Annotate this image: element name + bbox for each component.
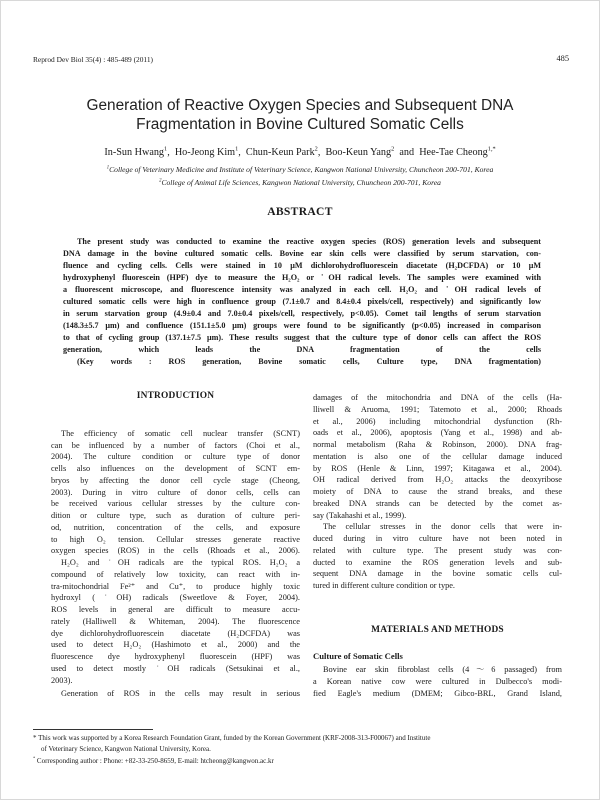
corresponding-author-footnote: * Corresponding author : Phone: +82-33-250-8659, E-mail: htcheong@kangwon.ac.kr xyxy=(33,755,274,765)
introduction-column xyxy=(51,391,300,700)
introduction-line: tra-mitochondrial Fe²⁺ and Cu⁺, to produce highly toxic xyxy=(51,581,300,591)
funding-line: * This work was supported by a Korea Research Foundation Grant, funded by the Korean Government (KRF-2008-313-F00067) and Institute xyxy=(33,734,431,742)
abstract-line: (148.3±5.7 μm) and confluence (151.1±5.0 μm) groups were found to be significantly (p<0.05) increased in comparison xyxy=(63,321,541,331)
introduction-line: rately (Halliwell & Whiteman, 2004). The fluorescence xyxy=(51,616,300,626)
right-column-line: say (Takahashi et al., 1999). xyxy=(313,510,407,520)
abstract-line: cultured somatic cells were high in confluence group (7.1±0.7 and 8.4±0.4 pixels/cell, respectively) and significantly low xyxy=(63,297,541,307)
abstract-line: The present study was conducted to examine the reactive oxygen species (ROS) generation levels and subsequent xyxy=(77,237,541,246)
right-column-line: moiety of DNA to cause the strand breaks, and these xyxy=(313,487,562,496)
abstract-line: generation, which leads the DNA fragmentation of the cells xyxy=(63,345,541,355)
funding-line: of Veterinary Science, Kangwon National University, Korea. xyxy=(41,745,211,753)
right-column-line: by ROS (Henle & Linn, 1997; Kitagawa et al., 2004). xyxy=(313,463,562,473)
author-3: Chun-Keun Park xyxy=(245,147,315,158)
introduction-line: Generation of ROS in the cells may result in serious xyxy=(61,689,300,699)
affiliation-1: $^1$College of Veterinary Medicine and Institute of Veterinary Science, Kangwon National University, Chuncheon 200-701, Korea xyxy=(106,165,494,174)
right-column-line: breaked DNA strands can be detected by the comet as- xyxy=(313,498,562,508)
right-column-line: normal metabolism (Raha & Robinson, 2000). DNA frag- xyxy=(313,440,562,449)
right-column-line: sequent DNA damage in the bovine somatic cells cul- xyxy=(313,569,562,579)
journal-citation: Reprod Dev Biol 35(4) : 485-489 (2011) xyxy=(33,55,154,64)
introduction-line: fluorescence dye hydroxyphenyl fluorescein (HPF) was xyxy=(51,652,300,661)
author-1: In-Sun Hwang xyxy=(104,147,165,158)
materials-methods-heading: MATERIALS AND METHODS xyxy=(371,624,504,635)
introduction-line: dye dichlorohydrofluorescein diacetate (H₂DCFDA) was xyxy=(51,628,300,638)
introduction-line: oxygen species (ROS) in the cells (Rhoads et al., 2006). xyxy=(51,546,300,556)
author-5: Hee-Tae Cheong xyxy=(419,147,488,158)
right-column-line: The cellular stresses in the donor cells that were in- xyxy=(323,522,562,532)
right-column-line: related with culture type. The present study was con- xyxy=(313,545,562,555)
introduction-line: to high O₂ tension. Cellular stresses generate reactive xyxy=(51,534,300,544)
abstract-line: fluence and cycling cells. Cells were stained in 10 μM dichlorohydrofluorescein diacetate (H₂DCFDA) or 10 μM xyxy=(63,261,541,271)
affiliation-2: $^2$College of Animal Life Sciences, Kangwon National University, Chuncheon 200-701, Korea xyxy=(159,178,441,187)
right-column-line: duced during in vitro culture have not been noted in xyxy=(313,534,562,543)
footnote-rule xyxy=(33,729,153,730)
introduction-line: hydroxyl (˙OH) radicals (Sweetlove & Foyer, 2004). xyxy=(51,593,300,603)
author-3-affiliation: 2 xyxy=(314,145,318,153)
right-column-line: mentation is also one of the cellular damage induced xyxy=(313,451,562,461)
introduction-line: 2003). During in vitro culture of donor cells, cells can xyxy=(51,487,300,497)
introduction-heading: INTRODUCTION xyxy=(136,391,215,401)
author-1-affiliation: 1 xyxy=(164,145,168,153)
right-column xyxy=(313,392,562,700)
introduction-line: used to detect H₂O₂ (Hashimoto et al., 2000) and the xyxy=(51,640,300,650)
title-line-2: Fragmentation in Bovine Cultured Somatic Cells xyxy=(136,116,464,133)
right-column-line: oads et al., 2006), apoptosis (Yang et al., 1998) and ab- xyxy=(313,428,562,438)
right-column-line: et al., 2006) including mitochondrial dysfunction (Rh- xyxy=(313,416,562,426)
abstract-line: a fluorescent microscope, and fluorescence intensity was analyzed in each cell. H₂O₂ and ˙OH radical levels of xyxy=(63,285,541,295)
abstract-heading: ABSTRACT xyxy=(267,205,333,218)
methods-line: fied Eagle's medium (DMEM; Gibco-BRL, Grand Island, xyxy=(313,688,562,698)
right-column-line: OH radical derived from H₂O₂ attacks the deoxyribose xyxy=(313,475,562,485)
abstract-line: hydroxyphenyl fluorescein (HPF) dye to measure the H₂O₂ or ˙OH radical levels. The samples were examined with xyxy=(63,273,541,283)
page-number: 485 xyxy=(556,54,569,63)
right-column-line: tured in different culture condition or type. xyxy=(313,581,456,590)
methods-line: a Korean native cow were cultured in Dulbecco's modi- xyxy=(313,677,562,686)
right-column-line: damages of the mitochondria and DNA of the cells (Ha- xyxy=(313,393,562,402)
abstract-line: in serum starvation group (4.9±0.4 and 7.0±0.4 pixels/cell, respectively, p<0.05). Comet tail lengths of serum starvation xyxy=(63,309,541,319)
title-line-1: Generation of Reactive Oxygen Species and Subsequent DNA xyxy=(86,97,514,114)
author-5-affiliation: 1,* xyxy=(487,145,496,153)
introduction-line: used to detect mostly ˙OH radicals (Setsukinai et al., xyxy=(51,663,300,673)
author-2-affiliation: 1 xyxy=(235,145,239,153)
introduction-line: 2003). xyxy=(51,675,73,685)
right-column-line: lliwell & Aruoma, 1991; Tatemoto et al., 2000; Rhoads xyxy=(313,404,562,414)
introduction-line: compound of relatively low toxicity, can react with in- xyxy=(51,569,300,579)
introduction-line: H₂O₂ and ˙OH radicals are the typical ROS. H₂O₂ a xyxy=(61,558,300,567)
abstract-body xyxy=(63,236,541,369)
author-4: Boo-Keun Yang xyxy=(325,147,392,158)
author-2: Ho-Jeong Kim xyxy=(174,147,236,158)
author-list: In-Sun Hwang$^1$, Ho-Jeong Kim$^1$, Chun-Keun Park$^2$, Boo-Keun Yang$^2$ and Hee-Tae Cheong$^{1,*}$ xyxy=(104,145,496,158)
introduction-line: can be influenced by a number of factors (Choi et al., xyxy=(51,440,300,450)
abstract-line: (Key words : ROS generation, Bovine somatic cells, Culture type, DNA fragmentation) xyxy=(77,357,541,367)
introduction-line: 2004). The culture condition or culture type of donor xyxy=(51,452,300,462)
abstract-line: to that of cycling group (137.1±7.5 μm). These results suggest that the culture type of donor cells can affect the ROS xyxy=(63,333,541,343)
introduction-line: The efficiency of somatic cell nuclear transfer (SCNT) xyxy=(61,428,300,438)
introduction-line: cells also influences on the development of SCNT em- xyxy=(51,464,300,473)
right-column-line: ducted to examine the ROS generation levels and sub- xyxy=(313,557,562,567)
methods-line: Bovine ear skin fibroblast cells (4～6 passaged) from xyxy=(323,665,562,675)
culture-subheading: Culture of Somatic Cells xyxy=(313,650,403,661)
article-title xyxy=(40,96,560,134)
author-4-affiliation: 2 xyxy=(391,145,395,153)
introduction-line: be received various cellular stresses by the culture con- xyxy=(51,499,300,509)
introduction-line: ROS levels in general are difficult to measure accu- xyxy=(51,605,300,614)
introduction-line: dition or culture type, such as duration of culture peri- xyxy=(51,511,300,520)
abstract-line: DNA damage in the bovine cultured somatic cells. Bovine ear skin cells were classified by serum starvation, con- xyxy=(63,249,541,259)
introduction-line: od, nutrition, concentration of the cells, and exposure xyxy=(51,522,300,532)
funding-footnote xyxy=(33,733,573,755)
introduction-line: bryos by affecting the donor cell cycle stage (Cheong, xyxy=(51,475,300,485)
